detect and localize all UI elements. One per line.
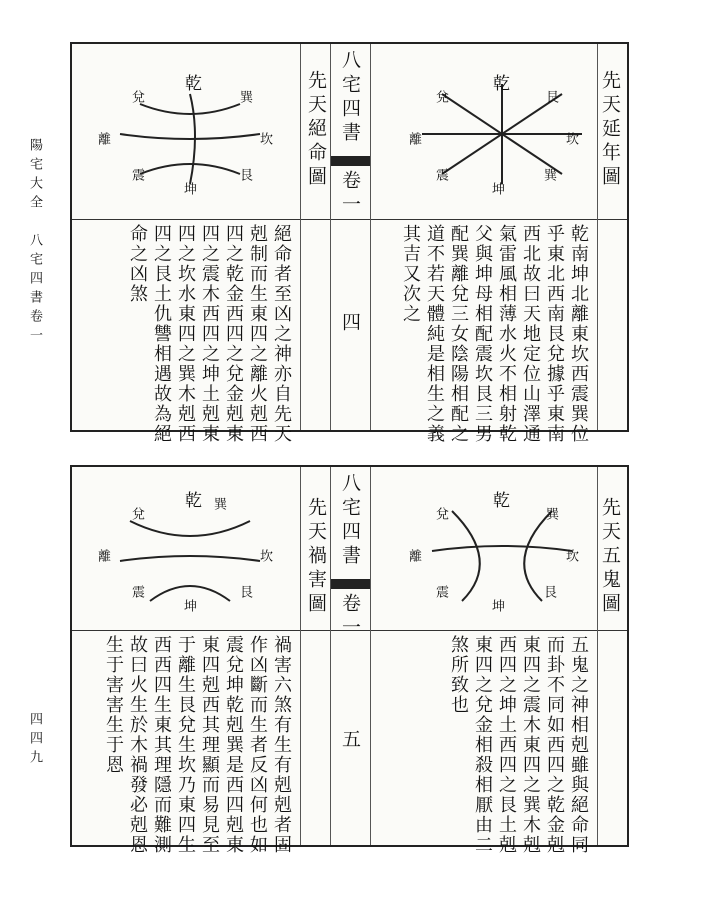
top-right-diag-gen: 艮 [543, 90, 558, 103]
top-left-diag-zhen: 震 [129, 168, 144, 181]
text-column: 五鬼之神相剋雖與絕命同 [568, 635, 589, 855]
top-left-diag-li: 離 [95, 132, 110, 145]
bottom-center-page: 五 [339, 729, 361, 753]
top-center-volume: 卷一 [339, 170, 361, 218]
bottom-fishtail [331, 579, 370, 589]
text-column: 東四剋西其理顯而易見至 [199, 635, 220, 855]
bottom-left-diag-zhen: 震 [129, 585, 144, 598]
text-column: 西北故曰天地定位山澤通 [520, 224, 541, 444]
bottom-left-diag-qian: 乾 [181, 491, 201, 508]
text-column: 四之艮土仇讐相遇故為絕 [151, 224, 172, 444]
bottom-right-diag-zhen: 震 [433, 585, 448, 598]
bottom-left-diag-kan: 坎 [257, 549, 272, 562]
text-column: 生于害害生于恩 [103, 635, 124, 775]
text-column: 故曰火生於木禍發必剋恩 [127, 635, 148, 855]
top-page [70, 42, 629, 444]
bottom-left-diag-kun: 坤 [181, 599, 196, 612]
top-right-diag-xun: 巽 [541, 168, 556, 181]
bottom-right-title: 先天五鬼圖 [599, 497, 621, 617]
text-column: 四之乾金西四之兌金剋東 [223, 224, 244, 444]
text-column: 禍害六煞有生有剋剋者固 [271, 635, 292, 855]
text-column: 作凶斷而生者反凶何也如 [247, 635, 268, 855]
bottom-left-title: 先天禍害圖 [305, 497, 327, 617]
top-right-diag-qian: 乾 [489, 74, 509, 91]
bottom-page [70, 465, 629, 855]
bottom-right-diag-xun: 巽 [543, 507, 558, 520]
text-column: 西西四生東其理隱而難測 [151, 635, 172, 855]
text-column: 震兌坤乾剋巽是西四剋東 [223, 635, 244, 855]
bottom-left-diag-gen: 艮 [237, 585, 252, 598]
bottom-right-diag-kun: 坤 [489, 599, 504, 612]
bottom-left-diag-xun: 巽 [211, 497, 226, 510]
top-left-diag-kun: 坤 [181, 182, 196, 195]
bottom-left-diag-dui: 兌 [129, 507, 144, 520]
top-right-diag-kun: 坤 [489, 182, 504, 195]
top-right-title: 先天延年圖 [599, 70, 621, 190]
text-column: 乎東北西南艮兌據乎東南 [544, 224, 565, 444]
text-column: 四之震木西四之坤土剋東 [199, 224, 220, 444]
bottom-right-diag-dui: 兌 [433, 507, 448, 520]
text-column: 其吉又次之 [400, 224, 421, 324]
top-left-diag-qian: 乾 [181, 74, 201, 91]
top-diagram-rule [72, 219, 627, 220]
text-column: 東四之兌金相殺相厭由二 [472, 635, 493, 855]
text-column: 而卦不同如西四之乾金剋 [544, 635, 565, 855]
text-column: 父與坤母相配震坎艮三男 [472, 224, 493, 444]
text-column: 東四之震木東四之巽木剋 [520, 635, 541, 855]
text-column: 氣雷風相薄水火不相射乾 [496, 224, 517, 444]
text-column: 西四之坤土西四之艮土剋 [496, 635, 517, 855]
top-right-diag-kan: 坎 [563, 132, 578, 145]
top-left-diag-kan: 坎 [257, 132, 272, 145]
text-column: 配巽離兌三女陰陽相配之 [448, 224, 469, 444]
text-column: 命之凶煞 [127, 224, 148, 304]
margin-page-number: 四四九 [27, 712, 42, 769]
top-left-diag-gen: 艮 [237, 168, 252, 181]
top-center-page: 四 [339, 312, 361, 336]
bottom-center-title: 八宅四書 [339, 473, 361, 569]
text-column: 絕命者至凶之神亦自先天 [271, 224, 292, 444]
text-column: 煞所致也 [448, 635, 469, 715]
top-left-diag-dui: 兌 [129, 90, 144, 103]
text-column: 乾南坤北離東坎西震巽位 [568, 224, 589, 444]
text-column: 四之坎水東四之巽木剋西 [175, 224, 196, 444]
text-column: 道不若天體純是相生之義 [424, 224, 445, 444]
bottom-right-diag-qian: 乾 [489, 491, 509, 508]
top-right-diag-zhen: 震 [433, 168, 448, 181]
top-left-diag-xun: 巽 [237, 90, 252, 103]
bottom-right-diag-gen: 艮 [541, 585, 556, 598]
top-right-diag-dui: 兌 [433, 90, 448, 103]
top-right-diag-li: 離 [406, 132, 421, 145]
margin-book-title: 陽宅大全 八宅四書卷一 [27, 138, 42, 347]
text-column: 于離生艮兌生坎乃東四生 [175, 635, 196, 855]
bottom-right-diag-kan: 坎 [563, 549, 578, 562]
bottom-center-volume: 卷一 [339, 593, 361, 641]
top-left-title: 先天絕命圖 [305, 70, 327, 190]
bottom-right-diag-li: 離 [406, 549, 421, 562]
text-column: 剋制而生東四之離火剋西 [247, 224, 268, 444]
top-center-title: 八宅四書 [339, 50, 361, 146]
top-fishtail [331, 156, 370, 166]
bottom-left-diag-li: 離 [95, 549, 110, 562]
